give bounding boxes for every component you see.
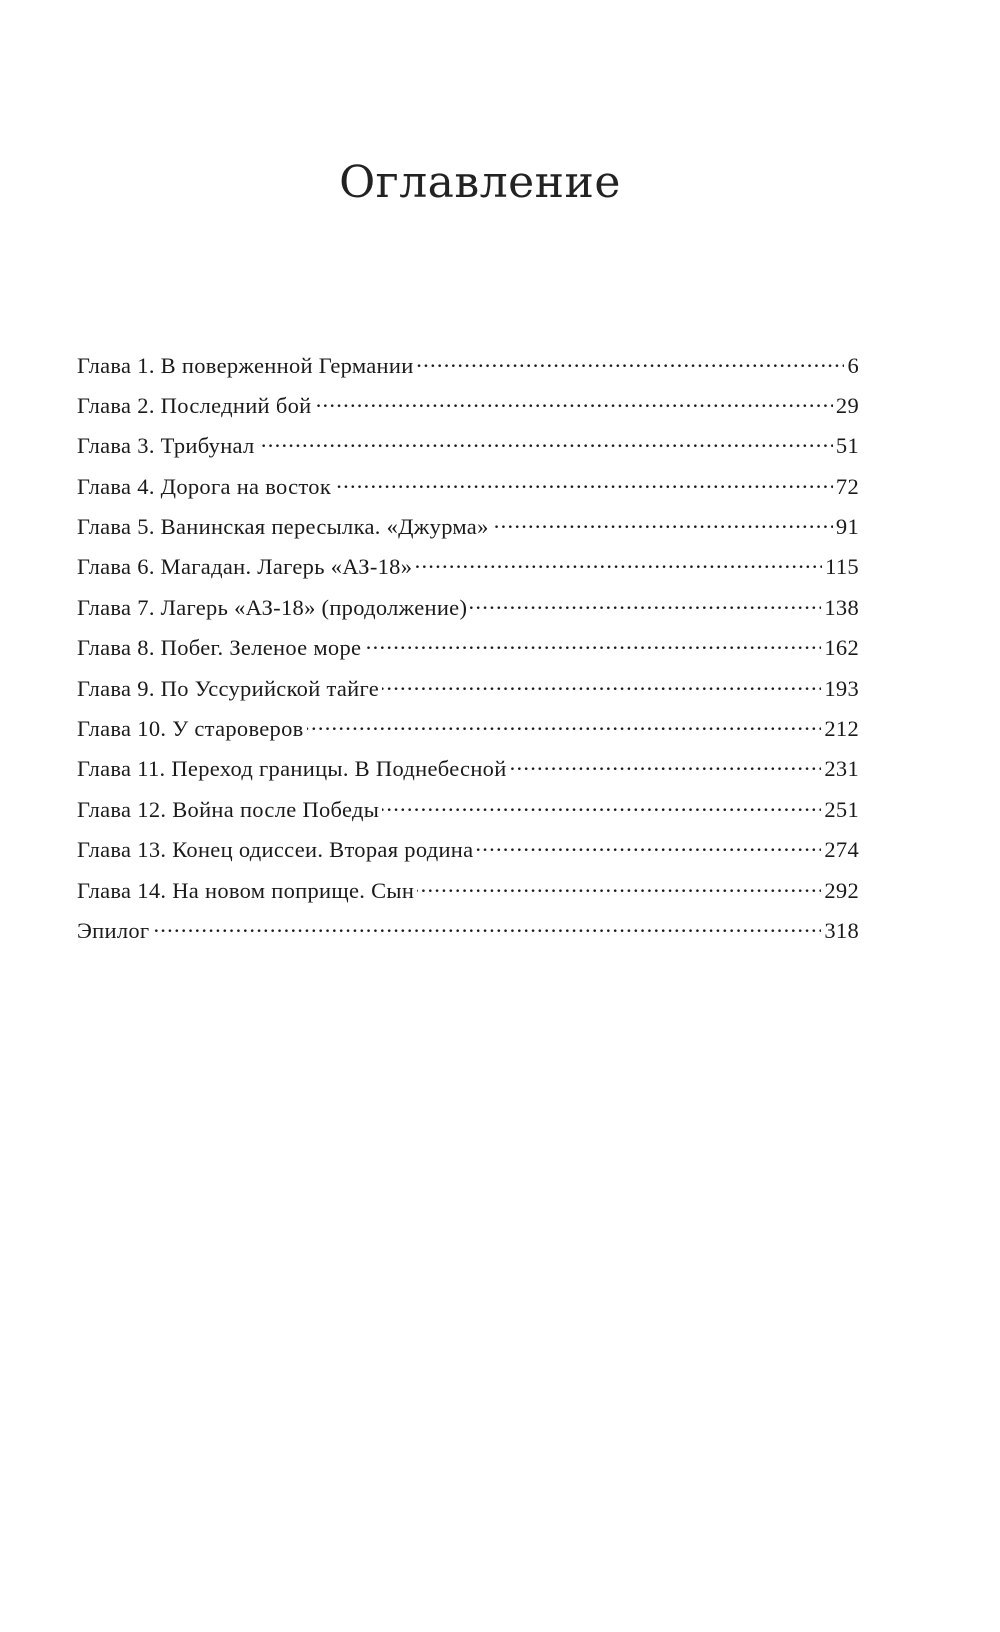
toc-entry-label: Глава 13. Конец одиссеи. Вторая родина <box>77 837 474 863</box>
toc-entry[interactable] <box>77 592 859 632</box>
toc-entry[interactable] <box>77 471 859 511</box>
toc-entry-page: 292 <box>824 877 859 903</box>
toc-entry[interactable] <box>77 875 859 915</box>
toc-entry[interactable] <box>77 552 859 592</box>
toc-dot-leader <box>417 875 821 898</box>
toc-entry-label: Эпилог <box>77 917 150 943</box>
toc-entry-page: 72 <box>835 473 859 499</box>
toc-entry-label: Глава 4. Дорога на восток <box>77 473 332 499</box>
toc-entry-page: 6 <box>847 352 859 378</box>
toc-entry[interactable] <box>77 512 859 552</box>
toc-entry[interactable] <box>77 915 859 955</box>
toc-entry-page: 91 <box>835 514 859 540</box>
toc-dot-leader <box>258 431 833 454</box>
toc-entry-label: Глава 1. В поверженной Германии <box>77 352 414 378</box>
toc-dot-leader <box>476 835 821 858</box>
page-title: Оглавление <box>339 157 621 209</box>
toc-entry-page: 115 <box>825 554 859 580</box>
toc-entry-page: 193 <box>824 675 859 701</box>
toc-dot-leader <box>382 673 821 696</box>
toc-entry-label: Глава 6. Магадан. Лагерь «АЗ-18» <box>77 554 413 580</box>
toc-entry-page: 231 <box>824 756 859 782</box>
toc-entry-label: Глава 3. Трибунал <box>77 433 255 459</box>
toc-dot-leader <box>470 592 821 615</box>
toc-dot-leader <box>364 633 821 656</box>
toc-entry[interactable] <box>77 431 859 471</box>
toc-dot-leader <box>334 471 833 494</box>
toc-entry-page: 138 <box>824 594 859 620</box>
toc-entry-page: 274 <box>824 837 859 863</box>
toc-dot-leader <box>417 350 845 373</box>
toc-dot-leader <box>415 552 822 575</box>
toc-entry[interactable] <box>77 835 859 875</box>
toc-entry-page: 162 <box>824 635 859 661</box>
toc-entry-label: Глава 2. Последний бой <box>77 392 312 418</box>
toc-entry[interactable] <box>77 673 859 713</box>
toc-entry-label: Глава 10. У староверов <box>77 716 304 742</box>
toc-entry[interactable] <box>77 633 859 673</box>
toc-entry-label: Глава 11. Переход границы. В Поднебесной <box>77 756 507 782</box>
toc-entry-page: 251 <box>824 796 859 822</box>
toc-entry-page: 29 <box>835 392 859 418</box>
toc-entry-page: 318 <box>824 917 859 943</box>
toc-entry-label: Глава 7. Лагерь «АЗ-18» (продолжение) <box>77 594 468 620</box>
toc-entry[interactable] <box>77 794 859 834</box>
toc-dot-leader <box>314 390 832 413</box>
toc-dot-leader <box>492 512 833 535</box>
toc-dot-leader <box>510 754 822 777</box>
toc-entry-label: Глава 5. Ванинская пересылка. «Джурма» <box>77 514 489 540</box>
toc-entry-label: Глава 12. Война после Победы <box>77 796 380 822</box>
table-of-contents <box>77 350 859 956</box>
toc-entry[interactable] <box>77 350 859 390</box>
toc-entry-page: 212 <box>824 716 859 742</box>
toc-entry[interactable] <box>77 390 859 430</box>
toc-entry-label: Глава 14. На новом поприще. Сын <box>77 877 415 903</box>
toc-dot-leader <box>307 714 822 737</box>
toc-entry-label: Глава 8. Побег. Зеленое море <box>77 635 362 661</box>
toc-entry[interactable] <box>77 714 859 754</box>
toc-dot-leader <box>382 794 821 817</box>
toc-entry-label: Глава 9. По Уссурийской тайге <box>77 675 380 701</box>
toc-entry[interactable] <box>77 754 859 794</box>
toc-entry-page: 51 <box>835 433 859 459</box>
toc-dot-leader <box>152 915 821 938</box>
